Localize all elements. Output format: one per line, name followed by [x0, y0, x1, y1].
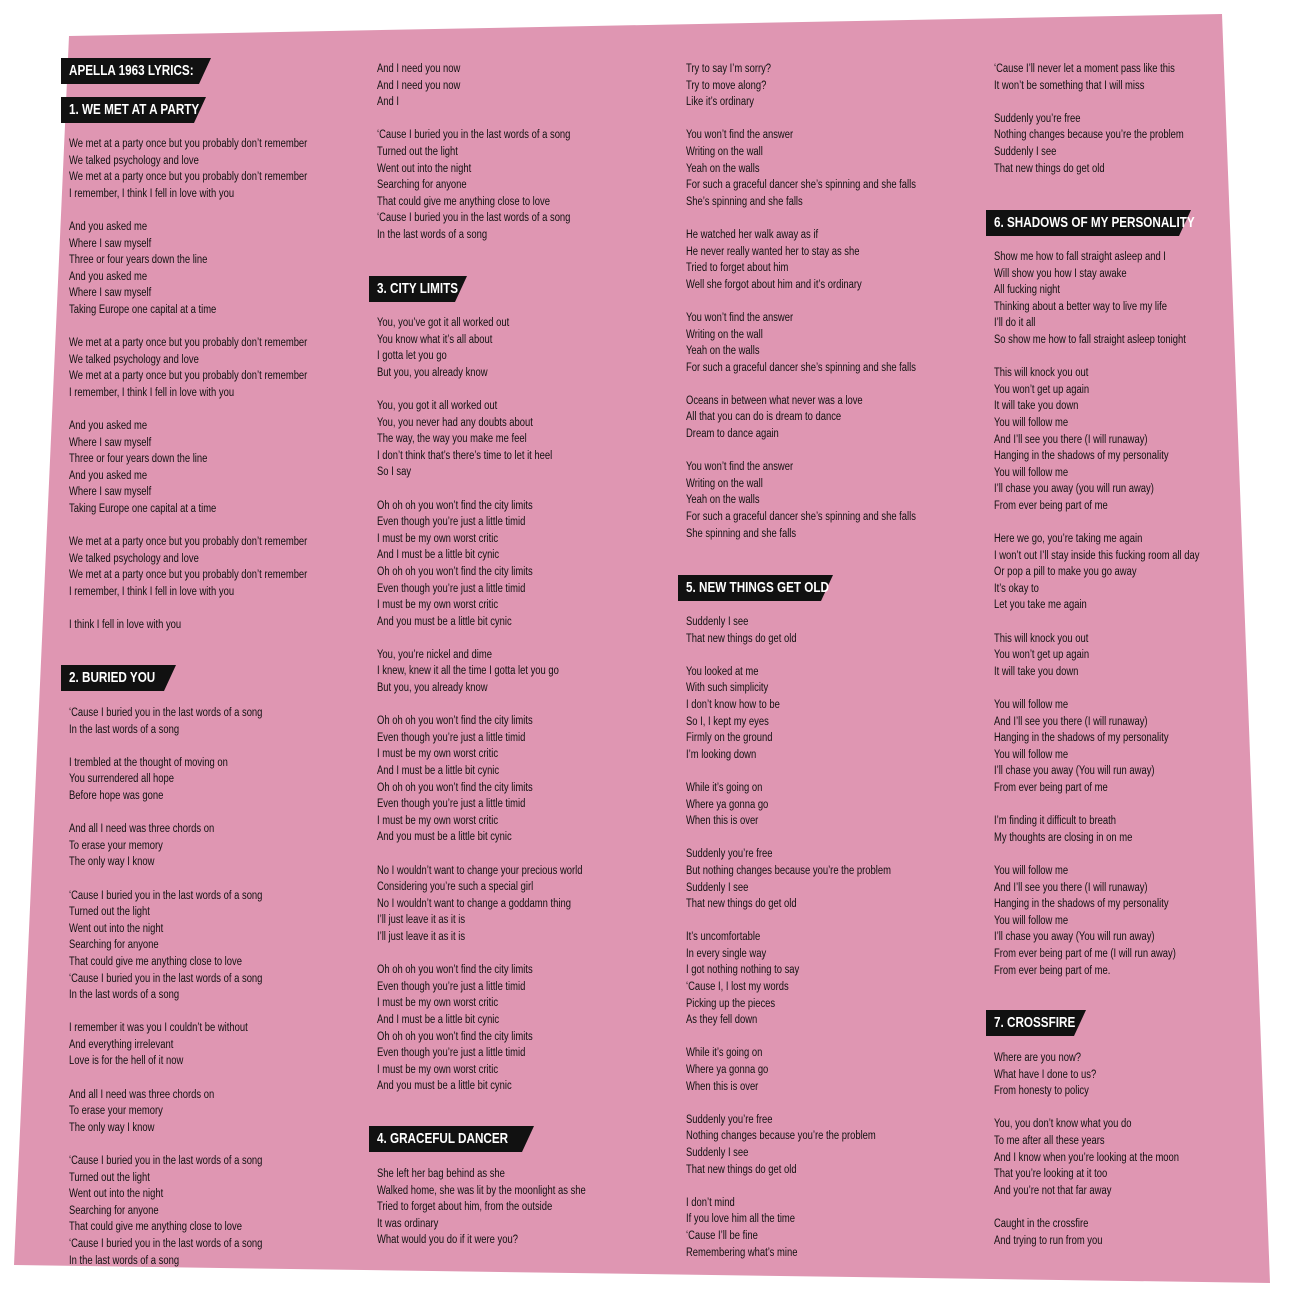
- lyric-line: We talked psychology and love: [69, 552, 199, 565]
- stanza-break: [377, 630, 582, 647]
- lyric-line: Before hope was gone: [69, 789, 164, 802]
- lyric-line: You will follow me: [994, 416, 1069, 429]
- stanza-break: [69, 402, 307, 419]
- lyric-line: And I must be a little bit cynic: [377, 1013, 500, 1026]
- stanza-break: [994, 349, 1199, 366]
- lyric-line: And I need you now: [377, 63, 461, 75]
- lyric-line: Try to say I’m sorry?: [686, 63, 772, 75]
- lyric-line: When this is over: [686, 815, 759, 828]
- stanza-break: [377, 697, 582, 714]
- lyric-line: Turned out the light: [69, 906, 150, 919]
- lyric-line: I’ll do it all: [994, 317, 1036, 330]
- lyric-line: Caught in the crossfire: [994, 1217, 1089, 1230]
- lyric-line: Suddenly you’re free: [686, 848, 773, 861]
- lyric-line: You, you don’t know what you do: [994, 1118, 1132, 1131]
- song-6-lyrics: [994, 249, 1199, 979]
- lyric-line: We met at a party once but you probably don’t remember: [69, 337, 308, 350]
- lyric-line: Show me how to fall straight asleep and I: [994, 251, 1166, 263]
- stanza-break: [686, 1178, 891, 1195]
- lyric-line: Oh oh oh you won’t find the city limits: [377, 565, 533, 578]
- song-5-title: 5. NEW THINGS GET OLD: [686, 579, 830, 596]
- lyric-line: And everything irrelevant: [69, 1038, 174, 1051]
- song-3-title: 3. CITY LIMITS: [377, 280, 459, 297]
- lyric-line: I gotta let you go: [377, 350, 447, 363]
- lyric-line: I’ll chase you away (you will run away): [994, 483, 1154, 496]
- lyric-line: He never really wanted her to stay as she: [686, 245, 860, 258]
- lyric-line: And you must be a little bit cynic: [377, 1080, 512, 1093]
- lyric-line: Suddenly you’re free: [994, 112, 1081, 125]
- lyric-line: You will follow me: [994, 466, 1069, 479]
- lyric-line: From ever being part of me.: [994, 964, 1111, 977]
- lyric-line: What would you do if it were you?: [377, 1234, 519, 1247]
- lyric-line: From ever being part of me (I will run away): [994, 947, 1176, 960]
- lyric-line: Writing on the wall: [686, 328, 763, 341]
- lyric-line: We met at a party once but you probably don’t remember: [69, 138, 308, 150]
- stanza-break: [994, 680, 1199, 697]
- lyric-line: I won’t out I’ll stay inside this fucking room all day: [994, 549, 1200, 562]
- lyric-line: Writing on the wall: [686, 477, 763, 490]
- lyric-line: Even though you’re just a little timid: [377, 980, 526, 993]
- lyric-line: Yeah on the walls: [686, 494, 760, 507]
- lyric-line: I don’t mind: [686, 1196, 735, 1209]
- lyric-line: Like it’s ordinary: [686, 96, 754, 109]
- lyric-line: He watched her walk away as if: [686, 228, 819, 241]
- lyric-line: ‘Cause I buried you in the last words of a song: [377, 129, 571, 142]
- lyric-line: With such simplicity: [686, 682, 769, 695]
- lyric-line: From ever being part of me: [994, 499, 1108, 512]
- stanza-break: [69, 1004, 262, 1021]
- lyric-line: I don’t think that’s there’s time to let it heel: [377, 449, 553, 462]
- stanza-break: [686, 913, 891, 930]
- lyric-line: And I: [377, 96, 400, 109]
- stanza-break: [686, 443, 916, 460]
- lyric-line: You know what it’s all about: [377, 333, 493, 346]
- stanza-break: [69, 319, 307, 336]
- lyric-line: I’m looking down: [686, 748, 757, 761]
- lyric-line: We talked psychology and love: [69, 154, 199, 167]
- lyric-line: You will follow me: [994, 914, 1069, 927]
- lyric-line: She spinning and she falls: [686, 527, 797, 540]
- stanza-break: [686, 830, 891, 847]
- lyric-line: Searching for anyone: [69, 1204, 159, 1217]
- lyric-line: To me after all these years: [994, 1134, 1105, 1147]
- lyric-line: Where I saw myself: [69, 486, 152, 499]
- lyric-line: ‘Cause I’ll never let a moment pass like this: [994, 63, 1175, 75]
- lyric-line: ‘Cause I buried you in the last words of a song: [69, 1155, 263, 1168]
- stanza-break: [686, 763, 891, 780]
- lyric-line: While it’s going on: [686, 1047, 763, 1060]
- lyric-line: But you, you already know: [377, 682, 488, 695]
- lyric-line: Went out into the night: [377, 162, 472, 175]
- lyric-line: And you asked me: [69, 270, 148, 283]
- stanza-break: [69, 805, 262, 822]
- lyric-line: That could give me anything close to love: [69, 1221, 242, 1234]
- lyric-line: All that you can do is dream to dance: [686, 411, 842, 424]
- lyric-line: It will take you down: [994, 400, 1079, 413]
- lyric-line: Even though you’re just a little timid: [377, 798, 526, 811]
- lyric-line: In the last words of a song: [69, 1254, 180, 1267]
- lyric-line: What have I done to us?: [994, 1068, 1097, 1081]
- stanza-break: [69, 518, 307, 535]
- lyric-line: I must be my own worst critic: [377, 1063, 499, 1076]
- lyric-line: Oh oh oh you won’t find the city limits: [377, 781, 533, 794]
- lyric-line: From honesty to policy: [994, 1085, 1089, 1098]
- lyric-line: We met at a party once but you probably don’t remember: [69, 536, 308, 549]
- lyric-line: That could give me anything close to love: [377, 195, 550, 208]
- lyric-line: And all I need was three chords on: [69, 823, 215, 836]
- song-7-lyrics: [994, 1050, 1179, 1249]
- lyric-line: Searching for anyone: [377, 179, 467, 192]
- lyric-line: ‘Cause I’ll be fine: [686, 1229, 758, 1242]
- lyric-line: This will knock you out: [994, 367, 1089, 380]
- lyric-line: And I must be a little bit cynic: [377, 765, 500, 778]
- lyric-line: Love is for the hell of it now: [69, 1055, 184, 1068]
- lyric-line: Walked home, she was lit by the moonlight as she: [377, 1184, 586, 1197]
- lyric-line: Suddenly I see: [994, 145, 1057, 158]
- lyric-line: You won’t find the answer: [686, 311, 794, 324]
- lyric-line: And you asked me: [69, 220, 148, 233]
- lyric-line: You won’t get up again: [994, 383, 1090, 396]
- lyric-line: Considering you’re such a special girl: [377, 881, 534, 894]
- lyric-line: This will knock you out: [994, 632, 1089, 645]
- lyric-line: Three or four years down the line: [69, 254, 208, 267]
- lyric-line: That you’re looking at it too: [994, 1168, 1108, 1181]
- stanza-break: [377, 111, 570, 128]
- lyric-line: It will take you down: [994, 665, 1079, 678]
- stanza-break: [377, 846, 582, 863]
- lyric-line: I got nothing nothing to say: [686, 964, 800, 977]
- lyric-line: Hanging in the shadows of my personality: [994, 450, 1169, 463]
- lyric-line: It was ordinary: [377, 1217, 439, 1230]
- lyric-line: In the last words of a song: [69, 989, 180, 1002]
- lyric-line: In the last words of a song: [377, 228, 488, 241]
- lyric-line: To erase your memory: [69, 1105, 163, 1118]
- stanza-break: [69, 202, 307, 219]
- lyric-line: When this is over: [686, 1080, 759, 1093]
- lyric-line: I’ll just leave it as it is: [377, 930, 466, 943]
- song-2-title: 2. BURIED YOU: [69, 669, 156, 686]
- lyric-line: And I’ll see you there (I will runaway): [994, 881, 1148, 894]
- stanza-break: [994, 94, 1184, 111]
- lyric-line: From ever being part of me: [994, 782, 1108, 794]
- stanza-break: [69, 1136, 262, 1153]
- lyric-line: And all I need was three chords on: [69, 1088, 215, 1101]
- lyric-line: Even though you’re just a little timid: [377, 582, 526, 595]
- lyric-line: ‘Cause I buried you in the last words of a song: [69, 889, 263, 902]
- stanza-break: [686, 210, 916, 227]
- song-5-lyrics: [686, 614, 891, 1261]
- lyric-line: That new things do get old: [686, 898, 797, 911]
- lyric-line: Nothing changes because you’re the problem: [994, 129, 1184, 142]
- lyric-line: Well she forgot about him and it’s ordinary: [686, 278, 862, 291]
- lyric-line: Even though you’re just a little timid: [377, 1047, 526, 1060]
- lyric-line: We met at a party once but you probably don’t remember: [69, 569, 308, 582]
- lyric-line: Even though you’re just a little timid: [377, 516, 526, 529]
- lyric-line: You looked at me: [686, 665, 759, 678]
- lyric-line: Three or four years down the line: [69, 453, 208, 466]
- song-2-lyrics-continued: [377, 61, 570, 244]
- lyric-line: I don’t know how to be: [686, 698, 780, 711]
- lyric-line: For such a graceful dancer she’s spinning and she falls: [686, 361, 916, 374]
- lyric-line: Writing on the wall: [686, 145, 763, 158]
- lyric-line: You won’t find the answer: [686, 129, 794, 142]
- lyric-line: The only way I know: [69, 1121, 155, 1134]
- song-4-title: 4. GRACEFUL DANCER: [377, 1130, 509, 1147]
- lyric-line: Hanging in the shadows of my personality: [994, 732, 1169, 745]
- song-5-lyrics-continued: [994, 61, 1184, 177]
- lyric-line: Where I saw myself: [69, 287, 152, 300]
- lyric-line: You will follow me: [994, 864, 1069, 877]
- stanza-break: [69, 738, 262, 755]
- lyric-line: I remember, I think I fell in love with you: [69, 386, 235, 399]
- lyric-line: And I need you now: [377, 79, 461, 92]
- lyric-line: I remember, I think I fell in love with you: [69, 187, 235, 200]
- lyric-line: Oh oh oh you won’t find the city limits: [377, 1030, 533, 1043]
- lyric-line: ‘Cause I buried you in the last words of a song: [377, 212, 571, 225]
- lyric-line: To erase your memory: [69, 839, 163, 852]
- lyric-line: And you’re not that far away: [994, 1184, 1112, 1197]
- lyric-line: I remember, I think I fell in love with you: [69, 586, 235, 599]
- lyric-line: So I, I kept my eyes: [686, 715, 769, 728]
- lyric-line: You will follow me: [994, 748, 1069, 761]
- lyric-line: Will show you how I stay awake: [994, 267, 1127, 280]
- lyric-line: Suddenly I see: [686, 1147, 749, 1159]
- lyric-line: Tried to forget about him, from the outside: [377, 1201, 553, 1214]
- lyric-line: I must be my own worst critic: [377, 532, 499, 545]
- lyric-line: And I’ll see you there (I will runaway): [994, 715, 1148, 728]
- lyric-line: You, you’ve got it all worked out: [377, 317, 510, 329]
- lyric-line: You won’t get up again: [994, 649, 1090, 662]
- song-6-title: 6. SHADOWS OF MY PERSONALITY: [994, 214, 1195, 231]
- lyric-line: Taking Europe one capital at a time: [69, 303, 217, 316]
- stanza-break: [994, 846, 1199, 863]
- lyric-line: And trying to run from you: [994, 1234, 1103, 1247]
- lyric-line: Suddenly I see: [686, 616, 749, 628]
- lyric-line: All fucking night: [994, 284, 1061, 297]
- lyric-line: And you asked me: [69, 469, 148, 482]
- lyric-line: I must be my own worst critic: [377, 748, 499, 761]
- lyric-line: And you asked me: [69, 420, 148, 433]
- lyric-line: Where I saw myself: [69, 237, 152, 250]
- lyric-line: The way, the way you make me feel: [377, 433, 527, 446]
- lyric-line: That new things do get old: [994, 162, 1105, 175]
- lyric-line: I knew, knew it all the time I gotta let you go: [377, 665, 559, 678]
- lyric-line: Where I saw myself: [69, 436, 152, 449]
- lyric-line: So I say: [377, 466, 412, 479]
- lyric-line: In every single way: [686, 947, 767, 960]
- lyric-line: Went out into the night: [69, 1188, 164, 1201]
- lyric-line: We met at a party once but you probably don’t remember: [69, 370, 308, 383]
- lyric-line: No I wouldn’t want to change your precious world: [377, 864, 583, 877]
- lyric-line: Oh oh oh you won’t find the city limits: [377, 964, 533, 977]
- lyric-line: So show me how to fall straight asleep tonight: [994, 333, 1186, 346]
- lyric-line: ‘Cause I buried you in the last words of a song: [69, 707, 263, 719]
- stanza-break: [69, 1070, 262, 1087]
- lyric-line: And you must be a little bit cynic: [377, 615, 512, 628]
- lyric-line: Hanging in the shadows of my personality: [994, 898, 1169, 911]
- lyric-line: Here we go, you’re taking me again: [994, 533, 1143, 546]
- lyric-line: Yeah on the walls: [686, 162, 760, 175]
- lyric-line: Let you take me again: [994, 599, 1087, 612]
- stanza-break: [686, 647, 891, 664]
- stanza-break: [686, 1095, 891, 1112]
- lyric-line: The only way I know: [69, 856, 155, 869]
- song-4-lyrics: [377, 1166, 586, 1249]
- lyric-line: For such a graceful dancer she’s spinning and she falls: [686, 511, 916, 524]
- lyric-line: Where ya gonna go: [686, 798, 769, 811]
- lyric-line: It’s okay to: [994, 582, 1039, 595]
- stanza-break: [994, 515, 1199, 532]
- stanza-break: [686, 293, 916, 310]
- lyric-line: Firmly on the ground: [686, 732, 773, 745]
- lyric-line: That new things do get old: [686, 1163, 797, 1176]
- song-1-lyrics: [69, 136, 307, 634]
- lyric-line: We talked psychology and love: [69, 353, 199, 366]
- lyric-line: She’s spinning and she falls: [686, 195, 803, 208]
- lyric-line: Oh oh oh you won’t find the city limits: [377, 715, 533, 728]
- lyric-line: While it’s going on: [686, 781, 763, 794]
- lyric-line: It’s uncomfortable: [686, 931, 761, 944]
- lyric-line: If you love him all the time: [686, 1213, 796, 1226]
- lyric-line: Picking up the pieces: [686, 997, 776, 1010]
- lyric-line: You won’t find the answer: [686, 461, 794, 474]
- lyric-line: Suddenly I see: [686, 881, 749, 894]
- lyric-line: You, you never had any doubts about: [377, 416, 533, 429]
- lyric-line: I’ll chase you away (You will run away): [994, 765, 1155, 778]
- lyric-line: That new things do get old: [686, 632, 797, 645]
- stanza-break: [377, 381, 582, 398]
- lyric-line: I must be my own worst critic: [377, 997, 499, 1010]
- lyric-line: I think I fell in love with you: [69, 619, 182, 632]
- lyric-line: I must be my own worst critic: [377, 814, 499, 827]
- lyric-line: You, you’re nickel and dime: [377, 648, 492, 661]
- stanza-break: [994, 1199, 1179, 1216]
- lyric-line: Nothing changes because you’re the problem: [686, 1130, 876, 1143]
- lyric-line: ‘Cause I buried you in the last words of a song: [69, 972, 263, 985]
- lyric-line: Tried to forget about him: [686, 262, 789, 275]
- lyric-line: As they fell down: [686, 1014, 758, 1027]
- song-3-lyrics: [377, 315, 582, 1095]
- stanza-break: [994, 797, 1199, 814]
- lyric-line: I’m finding it difficult to breath: [994, 815, 1116, 828]
- lyric-line: Searching for anyone: [69, 939, 159, 952]
- lyric-line: My thoughts are closing in on me: [994, 831, 1133, 844]
- stanza-break: [686, 1029, 891, 1046]
- lyric-line: Where ya gonna go: [686, 1064, 769, 1077]
- lyric-line: And I’ll see you there (I will runaway): [994, 433, 1148, 446]
- lyric-line: And I must be a little bit cynic: [377, 549, 500, 562]
- lyric-line: And I know when you’re looking at the moon: [994, 1151, 1180, 1164]
- stanza-break: [686, 111, 916, 128]
- song-7-title: 7. CROSSFIRE: [994, 1014, 1076, 1031]
- lyric-line: No I wouldn’t want to change a goddamn thing: [377, 897, 571, 910]
- lyric-line: Taking Europe one capital at a time: [69, 503, 217, 516]
- lyric-line: Suddenly you’re free: [686, 1113, 773, 1126]
- lyric-line: And you must be a little bit cynic: [377, 831, 512, 844]
- stanza-break: [994, 614, 1199, 631]
- lyric-line: Or pop a pill to make you go away: [994, 566, 1137, 579]
- lyric-line: You, you got it all worked out: [377, 399, 498, 412]
- lyric-line: I’ll just leave it as it is: [377, 914, 466, 927]
- song-2-lyrics: [69, 705, 262, 1269]
- lyric-line: That could give me anything close to love: [69, 955, 242, 968]
- lyric-line: You will follow me: [994, 699, 1069, 712]
- lyric-line: Yeah on the walls: [686, 345, 760, 358]
- lyric-line: Went out into the night: [69, 922, 164, 935]
- lyric-line: Oceans in between what never was a love: [686, 394, 863, 407]
- lyric-line: In the last words of a song: [69, 723, 180, 736]
- lyric-line: But you, you already know: [377, 366, 488, 379]
- lyric-line: But nothing changes because you’re the problem: [686, 864, 891, 877]
- lyric-line: Even though you’re just a little timid: [377, 731, 526, 744]
- lyric-line: Thinking about a better way to live my life: [994, 300, 1167, 313]
- booklet-title: APELLA 1963 LYRICS:: [69, 62, 194, 79]
- lyric-line: It won’t be something that I will miss: [994, 79, 1145, 92]
- stanza-break: [377, 946, 582, 963]
- stanza-break: [377, 481, 582, 498]
- lyric-line: She left her bag behind as she: [377, 1168, 505, 1180]
- lyric-line: You surrendered all hope: [69, 773, 175, 786]
- lyric-line: ‘Cause I, I lost my words: [686, 981, 789, 994]
- lyric-line: Oh oh oh you won’t find the city limits: [377, 499, 533, 512]
- stanza-break: [69, 871, 262, 888]
- lyric-line: For such a graceful dancer she’s spinning and she falls: [686, 179, 916, 192]
- lyric-line: Dream to dance again: [686, 428, 779, 441]
- lyric-line: I remember it was you I couldn’t be without: [69, 1022, 248, 1035]
- song-1-title: 1. WE MET AT A PARTY: [69, 101, 200, 118]
- lyric-line: We met at a party once but you probably don’t remember: [69, 171, 308, 184]
- lyric-line: Try to move along?: [686, 79, 767, 92]
- lyric-line: Remembering what’s mine: [686, 1246, 798, 1259]
- stanza-break: [994, 1100, 1179, 1117]
- stanza-break: [69, 601, 307, 618]
- lyric-line: Turned out the light: [69, 1171, 150, 1184]
- song-4-lyrics-continued: [686, 61, 916, 542]
- lyric-line: I trembled at the thought of moving on: [69, 756, 228, 769]
- lyric-line: Turned out the light: [377, 145, 458, 158]
- lyric-line: I must be my own worst critic: [377, 599, 499, 612]
- lyric-line: Where are you now?: [994, 1052, 1082, 1064]
- lyric-line: ‘Cause I buried you in the last words of a song: [69, 1238, 263, 1250]
- lyric-line: I’ll chase you away (You will run away): [994, 931, 1155, 944]
- stanza-break: [686, 376, 916, 393]
